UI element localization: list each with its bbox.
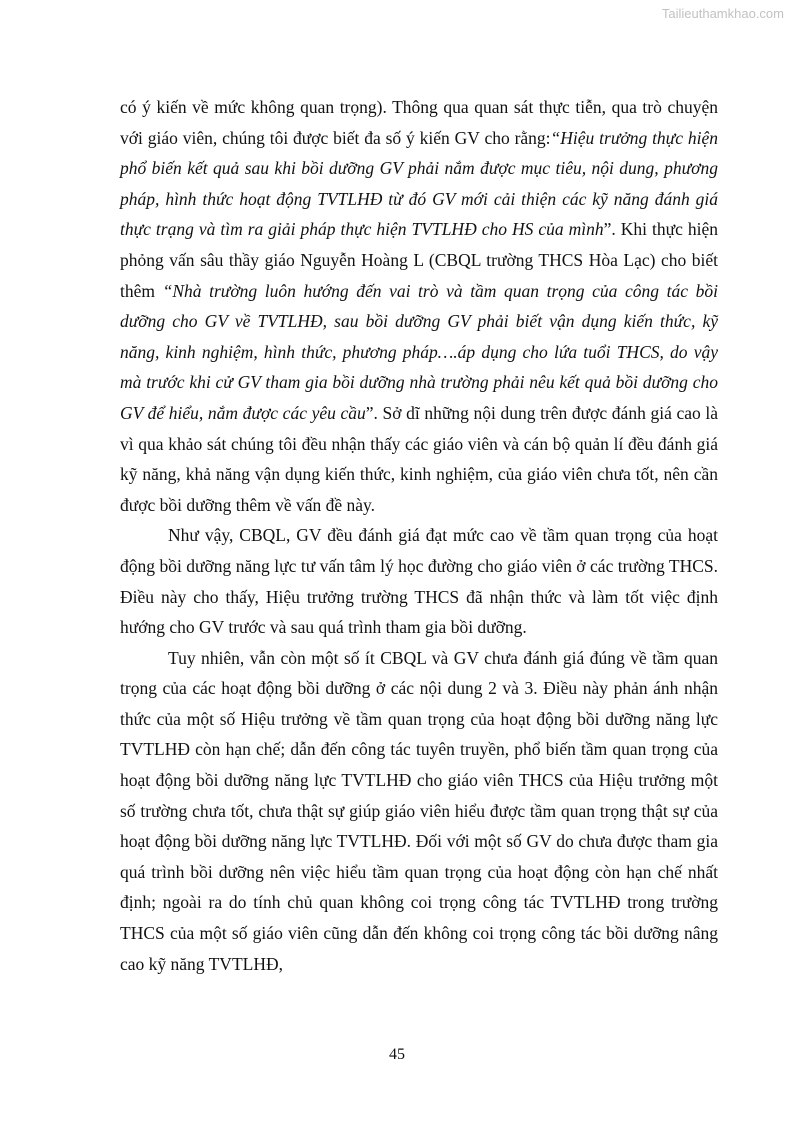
paragraph-1-interview-text: ”. Khi thực hiện phỏng vấn sâu thầy giáo Nguyễn Hoàng L (CBQL trường THCS Hòa Lạc) cho biết thêm [120,219,719,301]
paragraph-1-text: có ý kiến về mức không quan trọng). Thông qua quan sát thực tiễn, qua trò chuyện với giáo viên, chúng tôi được biết đa số ý kiến GV cho rằng: [120,97,718,148]
paragraph-3 [120,643,718,980]
quote-school-role: “Nhà trường luôn hướng đến vai trò và tầm quan trọng của công tác bồi dưỡng cho GV về TVTLHĐ, sau bồi dưỡng GV phải biết vận dụng kiến thức, kỹ năng, kinh nghiệm, hình thức, phương pháp….áp dụng cho lứa tuổi THCS, do vậy mà trước khi cử GV tham gia bồi dưỡng nhà trường phải nêu kết quả bồi dưỡng cho GV để hiểu, nắm được các yêu cầu [120,280,718,423]
paragraph-3-text: Tuy nhiên, vẫn còn một số ít CBQL và GV chưa đánh giá đúng về tầm quan trọng của các hoạt động bồi dưỡng ở các nội dung 2 và 3. Điều này phản ánh nhận thức của một số Hiệu trưởng về tầm quan trọng của hoạt động bồi dưỡng năng lực TVTLHĐ còn hạn chế; dẫn đến công tác tuyên truyền, phổ biến tầm quan trọng của hoạt động bồi dưỡng năng lực TVTLHĐ cho giáo viên THCS của Hiệu trưởng một số trường chưa tốt, chưa thật sự giúp giáo viên hiểu được tầm quan trọng thật sự của hoạt động bồi dưỡng năng lực TVTLHĐ. Đối với một số GV do chưa được tham gia quá trình bồi dưỡng nên việc hiểu tầm quan trọng của hoạt động còn hạn chế nhất định; ngoài ra do tính chủ quan không coi trọng công tác TVTLHĐ trong trường THCS của một số giáo viên cũng dẫn đến không coi trọng công tác bồi dưỡng nâng cao kỹ năng TVTLHĐ, [120,647,718,974]
page-number: 45 [389,1046,405,1063]
paragraph-2-text: Như vậy, CBQL, GV đều đánh giá đạt mức cao về tầm quan trọng của hoạt động bồi dưỡng năng lực tư vấn tâm lý học đường cho giáo viên ở các trường THCS. Điều này cho thấy, Hiệu trưởng trường THCS đã nhận thức và làm tốt việc định hướng cho GV trước và sau quá trình tham gia bồi dưỡng. [120,525,718,638]
quote-principal-dissemination: “Hiệu trưởng thực hiện phổ biến kết quả sau khi bồi dưỡng GV phải nắm được mục tiêu, nội dung, phương pháp, hình thức hoạt động TVTLHĐ từ đó GV mới cải thiện các kỹ năng đánh giá thực trạng và tìm ra giải pháp thực hiện TVTLHĐ cho HS của mình [120,127,718,240]
paragraph-1 [120,92,718,520]
paragraph-2 [120,520,718,642]
document-body [120,92,718,979]
watermark-text: Tailieuthamkhao.com [661,6,784,21]
paragraph-1-conclusion-text: ”. Sở dĩ những nội dung trên được đánh giá cao là vì qua khảo sát chúng tôi đều nhận thấy các giáo viên và cán bộ quản lí đều đánh giá kỹ năng, khả năng vận dụng kiến thức, kinh nghiệm, của giáo viên chưa tốt, nên cần được bồi dưỡng thêm về vấn đề này. [120,402,718,515]
